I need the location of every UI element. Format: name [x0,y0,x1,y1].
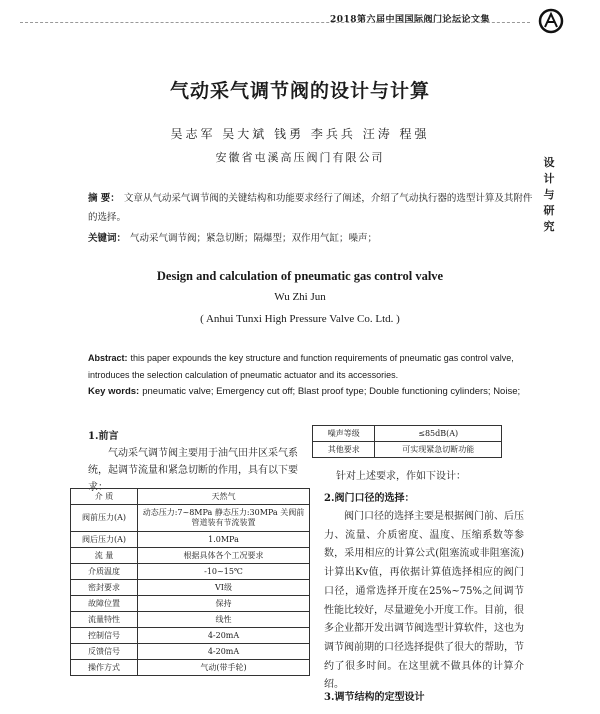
table-value: 动态压力:7~8MPa 静态压力:30MPa 关阀前管道装有节流装置 [138,505,310,532]
english-abstract [88,350,538,384]
running-header: 2018第六届中国国际阀门论坛论文集 [330,15,491,25]
table-value: -10~15℃ [138,564,310,580]
table-value: 4-20mA [138,628,310,644]
table-value: 线性 [138,612,310,628]
section2-paragraph: 阀门口径的选择主要是根据阀门前、后压力、流量、介质密度、温度、压缩系数等参数，采用相应的计算公式(阻塞流或非阻塞流)计算出Kv值，再依据计算值选择相应的阀门口径，通常选择开度在25%~75%之间调节性能比较好，尽量避免小开度工作。目前，很多企业都开发出调节阀选型计算软件，这也为调节阀前期的口径选择提供了很大的帮助，节约了很多时间。在这里就不做具体的计算介绍。 [324,511,524,691]
table-row [71,660,310,676]
table-row [71,628,310,644]
table-row [313,442,502,458]
table-row [71,564,310,580]
english-author: Wu Zhi Jun [274,291,326,303]
section3-heading: 3.调节结构的定型设计 [324,692,425,703]
affiliation: 安徽省屯溪高压阀门有限公司 [215,151,385,164]
side-section-label: 设计与研究 [543,156,555,233]
table-row [71,596,310,612]
keywords-text: 气动采气调节阀；紧急切断；隔爆型；双作用气缸；噪声； [130,233,378,244]
table-key: 其他要求 [313,442,375,458]
author-list: 吴志军 吴大斌 钱勇 李兵兵 汪涛 程强 [170,127,430,141]
english-keywords-label: Key words: [88,386,140,397]
table-value: 天然气 [138,489,310,505]
table-row [71,505,310,532]
table-value: 保持 [138,596,310,612]
parameters-table [70,488,310,676]
section2-heading: 2.阀门口径的选择： [324,493,415,504]
table-key: 流 量 [71,548,138,564]
table-key: 介质温度 [71,564,138,580]
english-abstract-label: Abstract: [88,353,128,363]
table-key: 反馈信号 [71,644,138,660]
section1-paragraph: 气动采气调节阀主要用于油气田井区采气系统，起调节流量和紧急切断的作用，具有以下要求： [88,448,298,493]
table-value: 气动(带手轮) [138,660,310,676]
design-intro-line: 针对上述要求，作如下设计： [336,471,466,482]
english-keywords-text: pneumatic valve; Emergency cut off; Blast proof type; Double functioning cylinders; Noise; [142,386,521,397]
table-value: ≤85dB(A) [375,426,502,442]
table-row [313,426,502,442]
table-row [71,644,310,660]
header-rule [20,22,530,23]
abstract-text: 文章从气动采气调节阀的关键结构和功能要求经行了阐述，介绍了气动执行器的选型计算及其附件的选择。 [88,193,533,223]
table-row [71,612,310,628]
table-value: 可实现紧急切断功能 [375,442,502,458]
journal-logo-icon [538,8,564,34]
english-keywords [88,386,538,397]
table-row [71,532,310,548]
table-value: 4-20mA [138,644,310,660]
table-value: 1.0MPa [138,532,310,548]
abstract-cn [88,189,538,227]
table-key: 阀前压力(A) [71,505,138,532]
table-key: 流量特性 [71,612,138,628]
table-key: 密封要求 [71,580,138,596]
english-title: Design and calculation of pneumatic gas control valve [156,269,444,283]
table-row [71,548,310,564]
table-row [71,489,310,505]
abstract-label: 摘 要： [88,193,120,204]
english-affiliation: ( Anhui Tunxi High Pressure Valve Co. Ltd. ) [200,313,400,325]
table-value: VI级 [138,580,310,596]
continued-table [312,425,502,458]
table-key: 故障位置 [71,596,138,612]
section1-heading: 1.前言 [88,431,119,442]
table-key: 介 质 [71,489,138,505]
table-key: 噪声等级 [313,426,375,442]
paper-title: 气动采气调节阀的设计与计算 [169,80,430,102]
table-key: 阀后压力(A) [71,532,138,548]
table-key: 操作方式 [71,660,138,676]
table-value: 根据具体各个工况要求 [138,548,310,564]
keywords-label: 关键词： [88,233,127,244]
table-key: 控制信号 [71,628,138,644]
english-abstract-text: this paper expounds the key structure and function requirements of pneumatic gas control valve, introduces the selection calculation of pneumatic actuator and its accessories. [88,353,514,380]
table-row [71,580,310,596]
keywords-cn [88,230,538,244]
